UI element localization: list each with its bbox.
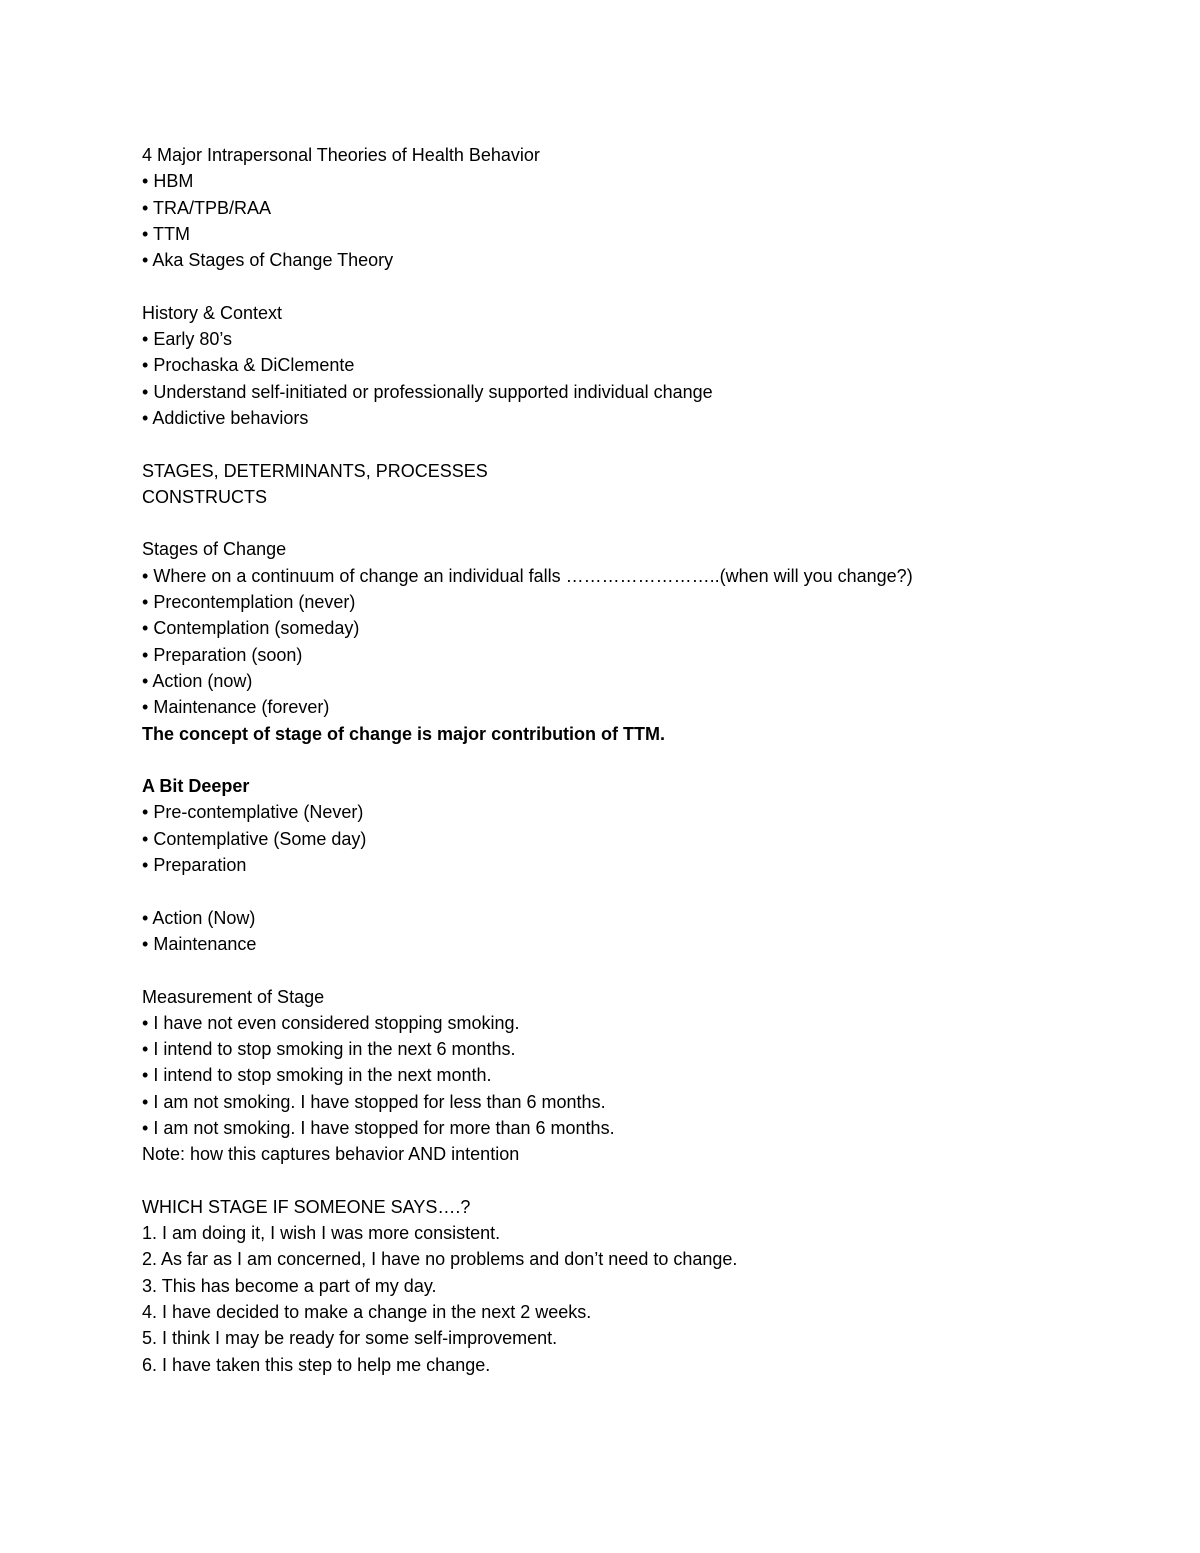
list-item [142,1010,1102,1036]
list-item [142,668,1102,694]
section-heading: A Bit Deeper [142,776,250,797]
list-item [142,931,1102,957]
list-item-text: I am not smoking. I have stopped for less than 6 months. [153,1091,606,1112]
list-item [142,694,1102,720]
list-item-text: Contemplation (someday) [153,618,360,639]
bullet-glyph: • [142,802,149,823]
list-item-text: Early 80’s [153,329,233,350]
spacer [142,273,1102,299]
item-number: 2. [142,1249,158,1270]
section-heading: Measurement of Stage [142,986,325,1007]
list-item-text: Prochaska & DiClemente [153,355,355,376]
list-item-text: TTM [153,223,190,244]
list-item-text: Where on a continuum of change an individual falls ……………………..(when will you change?) [153,565,913,586]
list-item [142,799,1102,825]
item-number: 3. [142,1275,158,1296]
item-number: 5. [142,1328,158,1349]
bullet-glyph: • [142,907,149,928]
section-heading: Stages of Change [142,539,287,560]
bullet-glyph: • [142,855,149,876]
list-item [142,1036,1102,1062]
spacer [142,747,1102,773]
bullet-glyph: • [142,1091,149,1112]
numbered-item [142,1220,1102,1246]
bullet-glyph: • [142,1065,149,1086]
list-item [142,168,1102,194]
list-item-text: Preparation [153,855,247,876]
section-stages-of-change [142,536,1102,746]
list-item-text: Precontemplation (never) [153,592,356,613]
section-measurement-of-stage [142,984,1102,1168]
list-item [142,826,1102,852]
spacer [142,957,1102,983]
list-item [142,1062,1102,1088]
bullet-glyph: • [142,355,149,376]
bullet-glyph: • [142,381,149,402]
numbered-item [142,1325,1102,1351]
section-stages-constructs [142,458,1102,511]
spacer [142,878,1102,904]
section-history-context [142,300,1102,431]
section-heading: CONSTRUCTS [142,486,267,507]
bullet-glyph: • [142,250,149,271]
list-item [142,852,1102,878]
spacer [142,1168,1102,1194]
list-item [142,1089,1102,1115]
list-item-text: Pre-contemplative (Never) [153,802,364,823]
section-a-bit-deeper [142,773,1102,957]
bullet-glyph: • [142,223,149,244]
bullet-glyph: • [142,697,149,718]
section-heading: History & Context [142,302,283,323]
bullet-glyph: • [142,618,149,639]
bullet-glyph: • [142,644,149,665]
bullet-glyph: • [142,1039,149,1060]
list-item [142,352,1102,378]
bullet-glyph: • [142,592,149,613]
bullet-glyph: • [142,1117,149,1138]
list-item [142,615,1102,641]
list-item-text: Action (Now) [152,907,256,928]
bullet-glyph: • [142,197,149,218]
list-item [142,642,1102,668]
list-item [142,379,1102,405]
section-heading: 4 Major Intrapersonal Theories of Health Behavior [142,145,540,165]
list-item-text: I intend to stop smoking in the next month. [153,1065,492,1086]
bullet-glyph: • [142,407,149,428]
bullet-glyph: • [142,933,149,954]
list-item [142,195,1102,221]
list-item-text: I am not smoking. I have stopped for more than 6 months. [153,1117,615,1138]
numbered-item-text: I think I may be ready for some self-improvement. [162,1328,558,1349]
document-body [142,142,1102,1378]
list-item-text: Contemplative (Some day) [153,828,367,849]
list-item-text: TRA/TPB/RAA [153,197,272,218]
bullet-glyph: • [142,171,149,192]
list-item [142,247,1102,273]
list-item [142,405,1102,431]
list-item [142,221,1102,247]
numbered-item-text: As far as I am concerned, I have no problems and don’t need to change. [161,1249,738,1270]
section-footer-note: The concept of stage of change is major contribution of TTM. [142,723,666,744]
bullet-glyph: • [142,828,149,849]
list-item-text: I have not even considered stopping smoking. [153,1012,520,1033]
numbered-item-text: I am doing it, I wish I was more consistent. [162,1223,501,1244]
list-item-text: HBM [153,171,194,192]
list-item [142,589,1102,615]
list-item-text: Addictive behaviors [152,407,309,428]
numbered-item [142,1352,1102,1378]
numbered-item [142,1299,1102,1325]
list-item-text: Maintenance (forever) [153,697,330,718]
section-major-theories [142,142,1102,273]
bullet-glyph: • [142,329,149,350]
list-item-text: Aka Stages of Change Theory [152,250,394,271]
list-item-text: Action (now) [152,670,253,691]
list-item [142,326,1102,352]
list-item-text: Understand self-initiated or professionally supported individual change [153,381,713,402]
list-item [142,563,1102,589]
bullet-glyph: • [142,1012,149,1033]
numbered-item-text: I have decided to make a change in the next 2 weeks. [162,1302,592,1323]
item-number: 6. [142,1354,158,1375]
section-footer-note: Note: how this captures behavior AND intention [142,1144,520,1165]
list-item-text: Preparation (soon) [153,644,303,665]
numbered-item-text: I have taken this step to help me change. [162,1354,491,1375]
numbered-item [142,1246,1102,1272]
numbered-item [142,1273,1102,1299]
section-which-stage [142,1194,1102,1378]
item-number: 4. [142,1302,158,1323]
list-item-text: Maintenance [153,933,257,954]
section-heading: WHICH STAGE IF SOMEONE SAYS….? [142,1196,471,1217]
item-number: 1. [142,1223,158,1244]
spacer [142,431,1102,457]
bullet-glyph: • [142,670,149,691]
list-item [142,905,1102,931]
bullet-glyph: • [142,565,149,586]
list-item-text: I intend to stop smoking in the next 6 months. [153,1039,516,1060]
numbered-item-text: This has become a part of my day. [161,1275,437,1296]
list-item [142,1115,1102,1141]
spacer [142,510,1102,536]
section-heading: STAGES, DETERMINANTS, PROCESSES [142,460,488,481]
